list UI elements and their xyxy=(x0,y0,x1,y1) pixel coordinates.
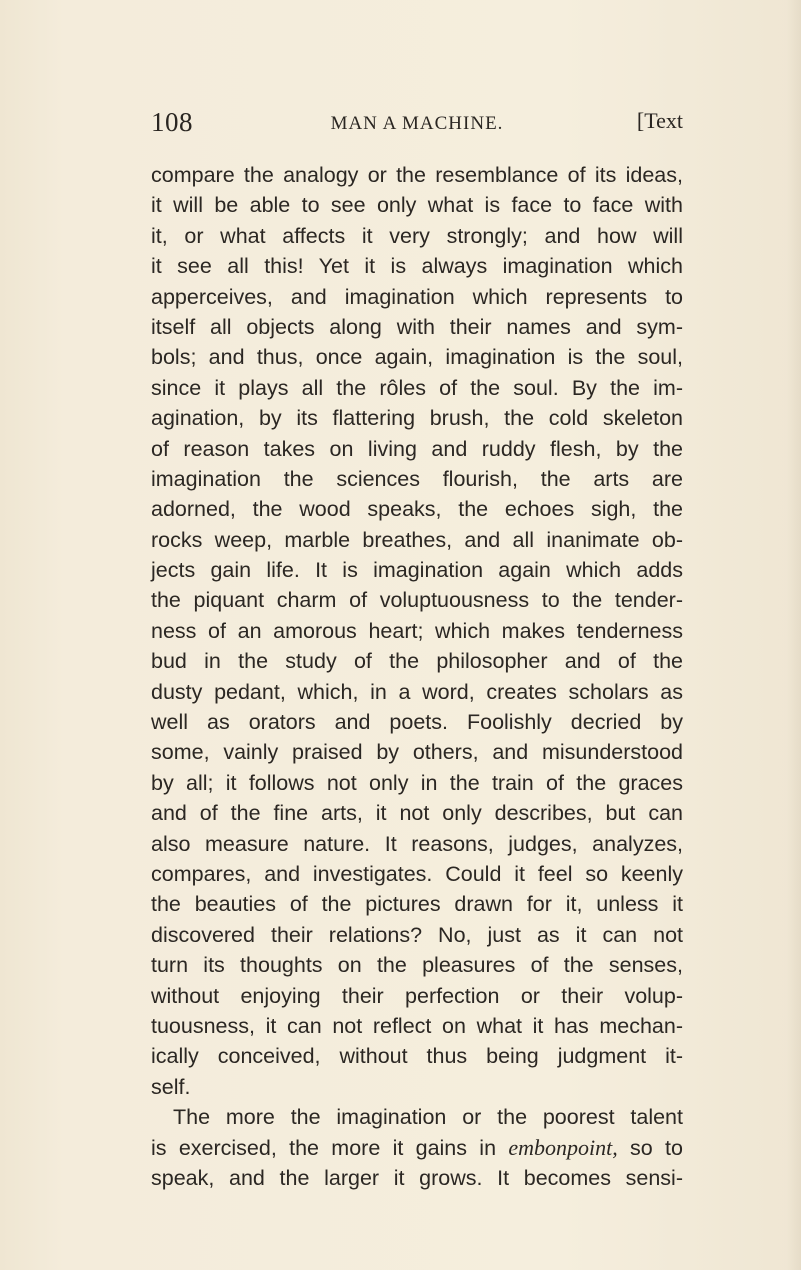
text-body xyxy=(151,160,683,1193)
text-line: agination, by its flattering brush, the cold skeleton xyxy=(151,406,683,431)
page-edge-shadow xyxy=(787,0,801,1270)
text-line: since it plays all the rôles of the soul. By the im- xyxy=(151,375,683,400)
text-line: turn its thoughts on the pleasures of the senses, xyxy=(151,953,683,978)
text-line-with-italic xyxy=(151,1133,683,1163)
text-line: discovered their relations? No, just as it can not xyxy=(151,922,683,947)
text-line: the beauties of the pictures drawn for it, unless it xyxy=(151,892,683,917)
text-line: some, vainly praised by others, and misunderstood xyxy=(151,740,683,765)
text-line: it, or what affects it very strongly; and how will xyxy=(151,223,683,248)
text-line: bols; and thus, once again, imagination is the soul, xyxy=(151,345,683,370)
text-line: also measure nature. It reasons, judges, analyzes, xyxy=(151,831,683,856)
text-line: compare the analogy or the resemblance of its ideas, xyxy=(151,163,683,187)
text-line: without enjoying their perfection or their volup- xyxy=(151,983,683,1008)
text-line: well as orators and poets. Foolishly decried by xyxy=(151,710,683,735)
text-line: ness of an amorous heart; which makes tenderness xyxy=(151,618,683,643)
text-line: apperceives, and imagination which represents to xyxy=(151,284,683,309)
text-line: speak, and the larger it grows. It becomes sensi- xyxy=(151,1165,683,1190)
page-number: 108 xyxy=(151,107,193,137)
italic-term: embonpoint, xyxy=(508,1134,618,1160)
text-line: jects gain life. It is imagination again which adds xyxy=(151,558,683,583)
running-title: MAN A MACHINE. xyxy=(330,113,504,134)
text-line: itself all objects along with their names and sym- xyxy=(151,314,683,339)
text-line: compares, and investigates. Could it feel so keenly xyxy=(151,861,683,886)
text-line-paragraph-start: The more the imagination or the poorest talent xyxy=(173,1105,683,1130)
text-line: ically conceived, without thus being judgment it- xyxy=(151,1044,683,1069)
text-line: of reason takes on living and ruddy flesh, by the xyxy=(151,436,683,461)
text-line: it see all this! Yet it is always imagination which xyxy=(151,254,683,279)
text-line: by all; it follows not only in the train of the graces xyxy=(151,770,683,795)
text-line: tuousness, it can not reflect on what it has mechan- xyxy=(151,1013,683,1038)
text-segment: so to xyxy=(630,1135,683,1160)
text-line: imagination the sciences flourish, the arts are xyxy=(151,466,683,491)
text-line: the piquant charm of voluptuousness to the tender- xyxy=(151,588,683,613)
text-line: and of the fine arts, it not only describes, but can xyxy=(151,801,683,826)
text-line: dusty pedant, which, in a word, creates scholars as xyxy=(151,679,683,704)
text-line: adorned, the wood speaks, the echoes sigh, the xyxy=(151,497,683,522)
text-segment: is exercised, the more it gains in xyxy=(151,1135,497,1160)
page-header xyxy=(151,104,683,140)
text-line-paragraph-end: self. xyxy=(151,1074,191,1099)
text-line: it will be able to see only what is face to face with xyxy=(151,193,683,218)
text-line: rocks weep, marble breathes, and all inanimate ob- xyxy=(151,527,683,552)
text-line: bud in the study of the philosopher and of the xyxy=(151,649,683,674)
section-tag: [Text xyxy=(636,108,683,133)
